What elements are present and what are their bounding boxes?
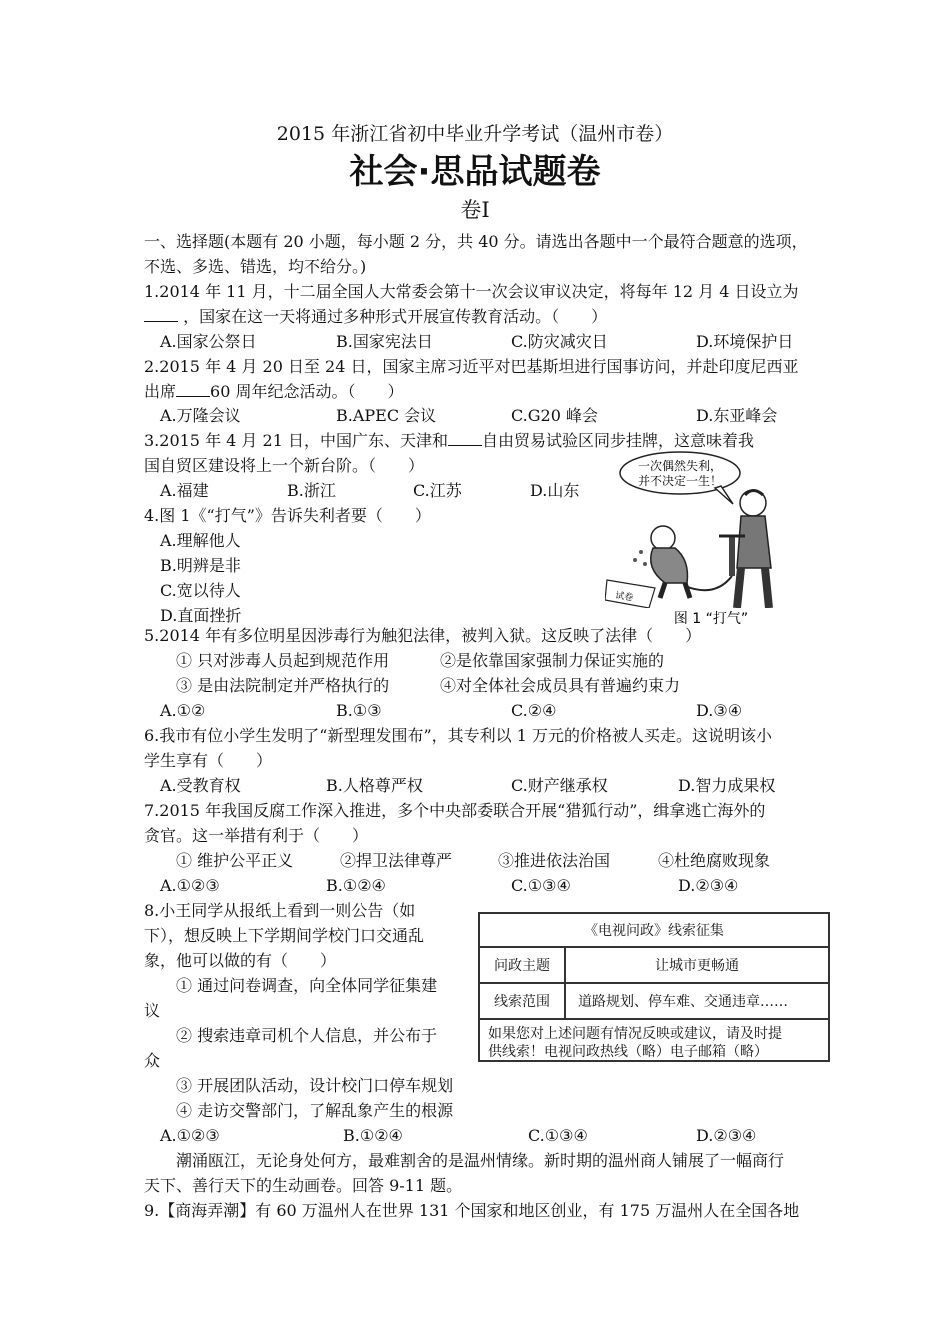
q2-answer-blank (176, 382, 210, 397)
q1-option-a: A.国家公祭日 (160, 332, 257, 351)
notice-title: 《电视问政》线索征集 (584, 923, 724, 939)
q4-option-d: D.直面挫折 (160, 606, 242, 625)
q2-option-b: B.APEC 会议 (336, 406, 437, 425)
exam-title: 2015 年浙江省初中毕业升学考试（温州市卷） (276, 123, 674, 145)
notice-theme-label: 问政主题 (494, 958, 550, 974)
q2-option-a: A.万隆会议 (160, 406, 241, 425)
q5-statement-4: ④对全体社会成员具有普遍约束力 (440, 676, 681, 695)
q3-stem-line1-b: 自由贸易试验区同步挂牌，这意味着我 (481, 431, 754, 450)
notice-scope-value: 道路规划、停车难、交通违章…… (578, 994, 788, 1010)
q6-option-b: B.人格尊严权 (326, 776, 423, 795)
q8-statement-1: ① 通过问卷调查，向全体同学征集建 (176, 976, 438, 995)
q3-stem-line1-a: 3.2015 年 4 月 21 日，中国广东、天津和 (144, 431, 448, 450)
section-instructions-line1: 一、选择题(本题有 20 小题，每小题 2 分，共 40 分。请选出各题中一个最符合题意的选项， (144, 232, 808, 251)
q8-statement-2: ② 搜索违章司机个人信息，并公布于 (176, 1026, 438, 1045)
section-instructions-line2: 不选、多选、错选，均不给分。) (144, 257, 367, 276)
q7-statement-2: ②捍卫法律尊严 (340, 851, 453, 870)
q2-stem-line2-a: 出席 (144, 382, 177, 401)
q2-stem-line2-b: 60 周年纪念活动。（ ） (210, 382, 404, 401)
notice-footer-line2: 供线索！电视问政热线（略）电子邮箱（略） (488, 1044, 768, 1060)
q2-option-d: D.东亚峰会 (696, 406, 778, 425)
notice-row-scope (480, 984, 828, 1020)
q8-statement-3: ③ 开展团队活动，设计校门口停车规划 (176, 1076, 454, 1095)
notice-title-row (480, 914, 828, 948)
q5-option-d: D.③④ (696, 701, 743, 720)
q3-option-d: D.山东 (530, 481, 580, 500)
q8-option-c: C.①③④ (528, 1126, 588, 1145)
q5-option-c: C.②④ (511, 701, 557, 720)
notice-footer-line1: 如果您对上述问题有情况反映或建议，请及时提 (488, 1026, 782, 1042)
q8-statement-1-cont: 议 (144, 1001, 161, 1020)
q7-stem-line1: 7.2015 年我国反腐工作深入推进，多个中央部委联合开展“猎狐行动”，缉拿逃亡海外的 (144, 801, 766, 820)
bubble-line2: 并不决定一生！ (637, 474, 723, 488)
q1-answer-blank (144, 307, 178, 322)
q8-option-b: B.①②④ (343, 1126, 403, 1145)
q6-stem-line1: 6.我市有位小学生发明了“新型理发围布”，其专利以 1 万元的价格被人买走。这说明该小 (144, 726, 772, 745)
q1-option-d: D.环境保护日 (696, 332, 794, 351)
q1-option-c: C.防灾减灾日 (511, 332, 608, 351)
q3-stem-line2: 国自贸区建设将上一个新台阶。（ ） (144, 456, 425, 475)
q3-answer-blank (448, 431, 482, 446)
q8-statement-4: ④ 走访交警部门，了解乱象产生的根源 (176, 1101, 454, 1120)
paper-label: 试卷 (614, 591, 634, 604)
q6-option-d: D.智力成果权 (678, 776, 776, 795)
notice-scope-label: 线索范围 (494, 994, 550, 1010)
q6-option-a: A.受教育权 (160, 776, 241, 795)
q7-option-d: D.②③④ (678, 876, 739, 895)
q9-stem-line1: 9.【商海弄潮】有 60 万温州人在世界 131 个国家和地区创业，有 175 万温州人在全国各地 (144, 1201, 800, 1220)
q1-stem-line1: 1.2014 年 11 月，十二届全国人大常委会第十一次会议审议决定，将每年 12 月 4 日设立为 (144, 282, 799, 301)
q3-option-a: A.福建 (160, 481, 209, 500)
subject-title: 社会·思品试题卷 (349, 152, 601, 192)
q2-stem-line1: 2.2015 年 4 月 20 日至 24 日，国家主席习近平对巴基斯坦进行国事访问，并赴印度尼西亚 (144, 357, 799, 376)
bubble-line1: 一次偶然失利， (637, 459, 723, 473)
q5-statement-3: ③ 是由法院制定并严格执行的 (176, 676, 390, 695)
q4-option-b: B.明辨是非 (160, 556, 241, 575)
q7-statement-3: ③推进依法治国 (498, 851, 611, 870)
q1-stem-line2 (144, 307, 607, 327)
q5-stem: 5.2014 年有多位明星因涉毒行为触犯法律，被判入狱。这反映了法律（ ） (144, 626, 702, 645)
q3-option-b: B.浙江 (287, 481, 336, 500)
q8-option-a: A.①②③ (160, 1126, 220, 1145)
q8-option-d: D.②③④ (696, 1126, 757, 1145)
q4-option-a: A.理解他人 (160, 531, 241, 550)
notice-row-theme (480, 948, 828, 984)
q8-stem-line2: 下），想反映上下学期间学校门口交通乱 (144, 926, 425, 945)
q8-stem-line1: 8.小王同学从报纸上看到一则公告（如 (144, 901, 416, 920)
q7-statement-4: ④杜绝腐败现象 (658, 851, 771, 870)
q4-option-c: C.宽以待人 (160, 581, 241, 600)
q5-statement-2: ②是依靠国家强制力保证实施的 (440, 651, 665, 670)
q4-stem: 4.图 1《“打气”》告诉失利者要（ ） (144, 506, 431, 525)
q1-option-b: B.国家宪法日 (336, 332, 433, 351)
figure-1-cartoon (605, 448, 817, 626)
notice-table (478, 912, 830, 1062)
q2-option-c: C.G20 峰会 (511, 406, 598, 425)
q7-option-b: B.①②④ (326, 876, 386, 895)
passage-line2: 天下、善行天下的生动画卷。回答 9-11 题。 (144, 1176, 463, 1195)
q6-option-c: C.财产继承权 (511, 776, 608, 795)
q7-option-a: A.①②③ (160, 876, 220, 895)
volume-title: 卷Ⅰ (460, 198, 490, 222)
notice-theme-value: 让城市更畅通 (655, 958, 739, 974)
figure-1-caption: 图 1 “打气” (673, 611, 749, 626)
q7-statement-1: ① 维护公平正义 (176, 851, 294, 870)
q5-option-a: A.①② (160, 701, 206, 720)
cartoon-illustration (605, 448, 817, 626)
q3-option-c: C.江苏 (413, 481, 462, 500)
q8-stem-line3: 象，他可以做的有（ ） (144, 951, 337, 970)
q6-stem-line2: 学生享有（ ） (144, 751, 273, 770)
q2-stem-line2 (144, 382, 403, 402)
q7-stem-line2: 贪官。这一举措有利于（ ） (144, 826, 369, 845)
passage-line1: 潮涌瓯江，无论身处何方，最难割舍的是温州情缘。新时期的温州商人铺展了一幅商行 (176, 1151, 785, 1170)
q5-statement-1: ① 只对涉毒人员起到规范作用 (176, 651, 390, 670)
q8-statement-2-cont: 众 (144, 1051, 161, 1070)
q7-option-c: C.①③④ (511, 876, 571, 895)
q5-option-b: B.①③ (336, 701, 382, 720)
q1-stem-line2-text: ，国家在这一天将通过多种形式开展宣传教育活动。（ ） (183, 307, 608, 326)
